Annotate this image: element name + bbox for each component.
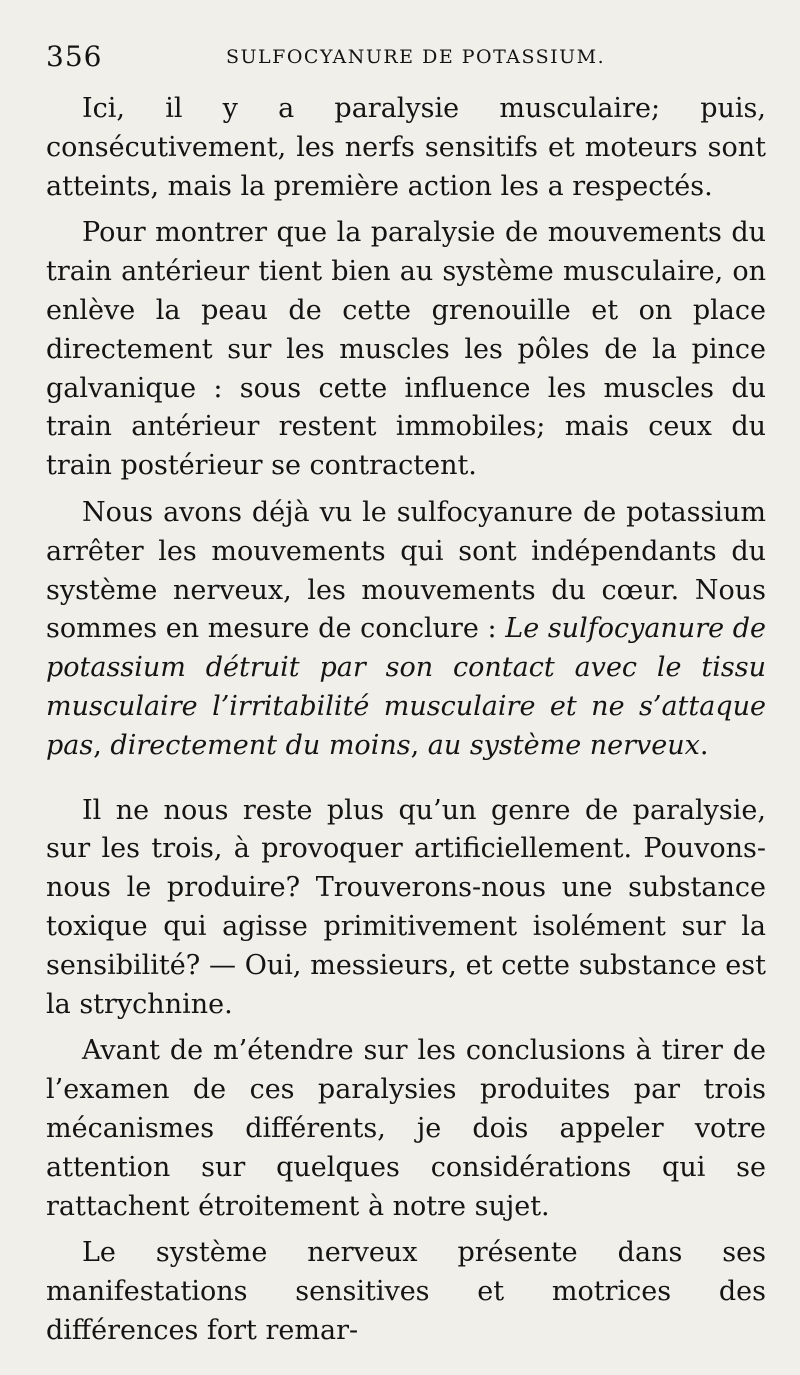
page-header: [46, 36, 766, 90]
conclusion-italic-3: au système nerveux: [427, 729, 700, 761]
page-number: 356: [46, 40, 103, 73]
conclusion-italic-1: Le sulfocyanure de potassium détruit par son contact avec le tissu musculaire l’irritabilité musculaire et ne s’attaque pas: [46, 613, 766, 761]
paragraph-2: Pour montrer que la paralysie de mouvements du train antérieur tient bien au système musculaire, on enlève la peau de cette grenouille et on place directement sur les muscles les pôles de la pince galvanique : sous cette influence les muscles du train antérieur restent immobiles; mais ceux du train postérieur se contractent.: [46, 217, 766, 482]
paragraph-1: Ici, il y a paralysie musculaire; puis, consécutivement, les nerfs sensitifs et moteurs sont atteints, mais la première action les a respectés.: [46, 93, 766, 202]
paragraph-5: Avant de m’étendre sur les conclusions à tirer de l’examen de ces paralysies produites par trois mécanismes différents, je dois appeler votre attention sur quelques considérations qui se rattachent étroitement à notre sujet.: [46, 1035, 766, 1222]
page-body: [46, 90, 766, 1351]
paragraph-3-lead: Nous avons déjà vu le sulfocyanure de potassium arrêter les mouvements qui sont indépendants du système nerveux, les mouvements du cœur. Nous sommes en mesure de conclure :: [46, 496, 766, 645]
conclusion-period: .: [699, 729, 709, 761]
conclusion-italic-2: directement du moins: [110, 729, 411, 761]
paragraph-6: Le système nerveux présente dans ses manifestations sensitives et motrices des différences fort remar-: [46, 1237, 766, 1346]
paragraph-4: Il ne nous reste plus qu’un genre de paralysie, sur les trois, à provoquer artificiellement. Pouvons-nous le produire? Trouverons-nous une substance toxique qui agisse primitivement isolément sur la sensibilité? — Oui, messieurs, et cette substance est la strychnine.: [46, 794, 766, 1020]
running-head: SULFOCYANURE DE POTASSIUM.: [226, 46, 606, 68]
conclusion-comma-2: ,: [410, 729, 428, 761]
paragraph-3: [46, 494, 766, 766]
conclusion-comma-1: ,: [93, 729, 111, 761]
